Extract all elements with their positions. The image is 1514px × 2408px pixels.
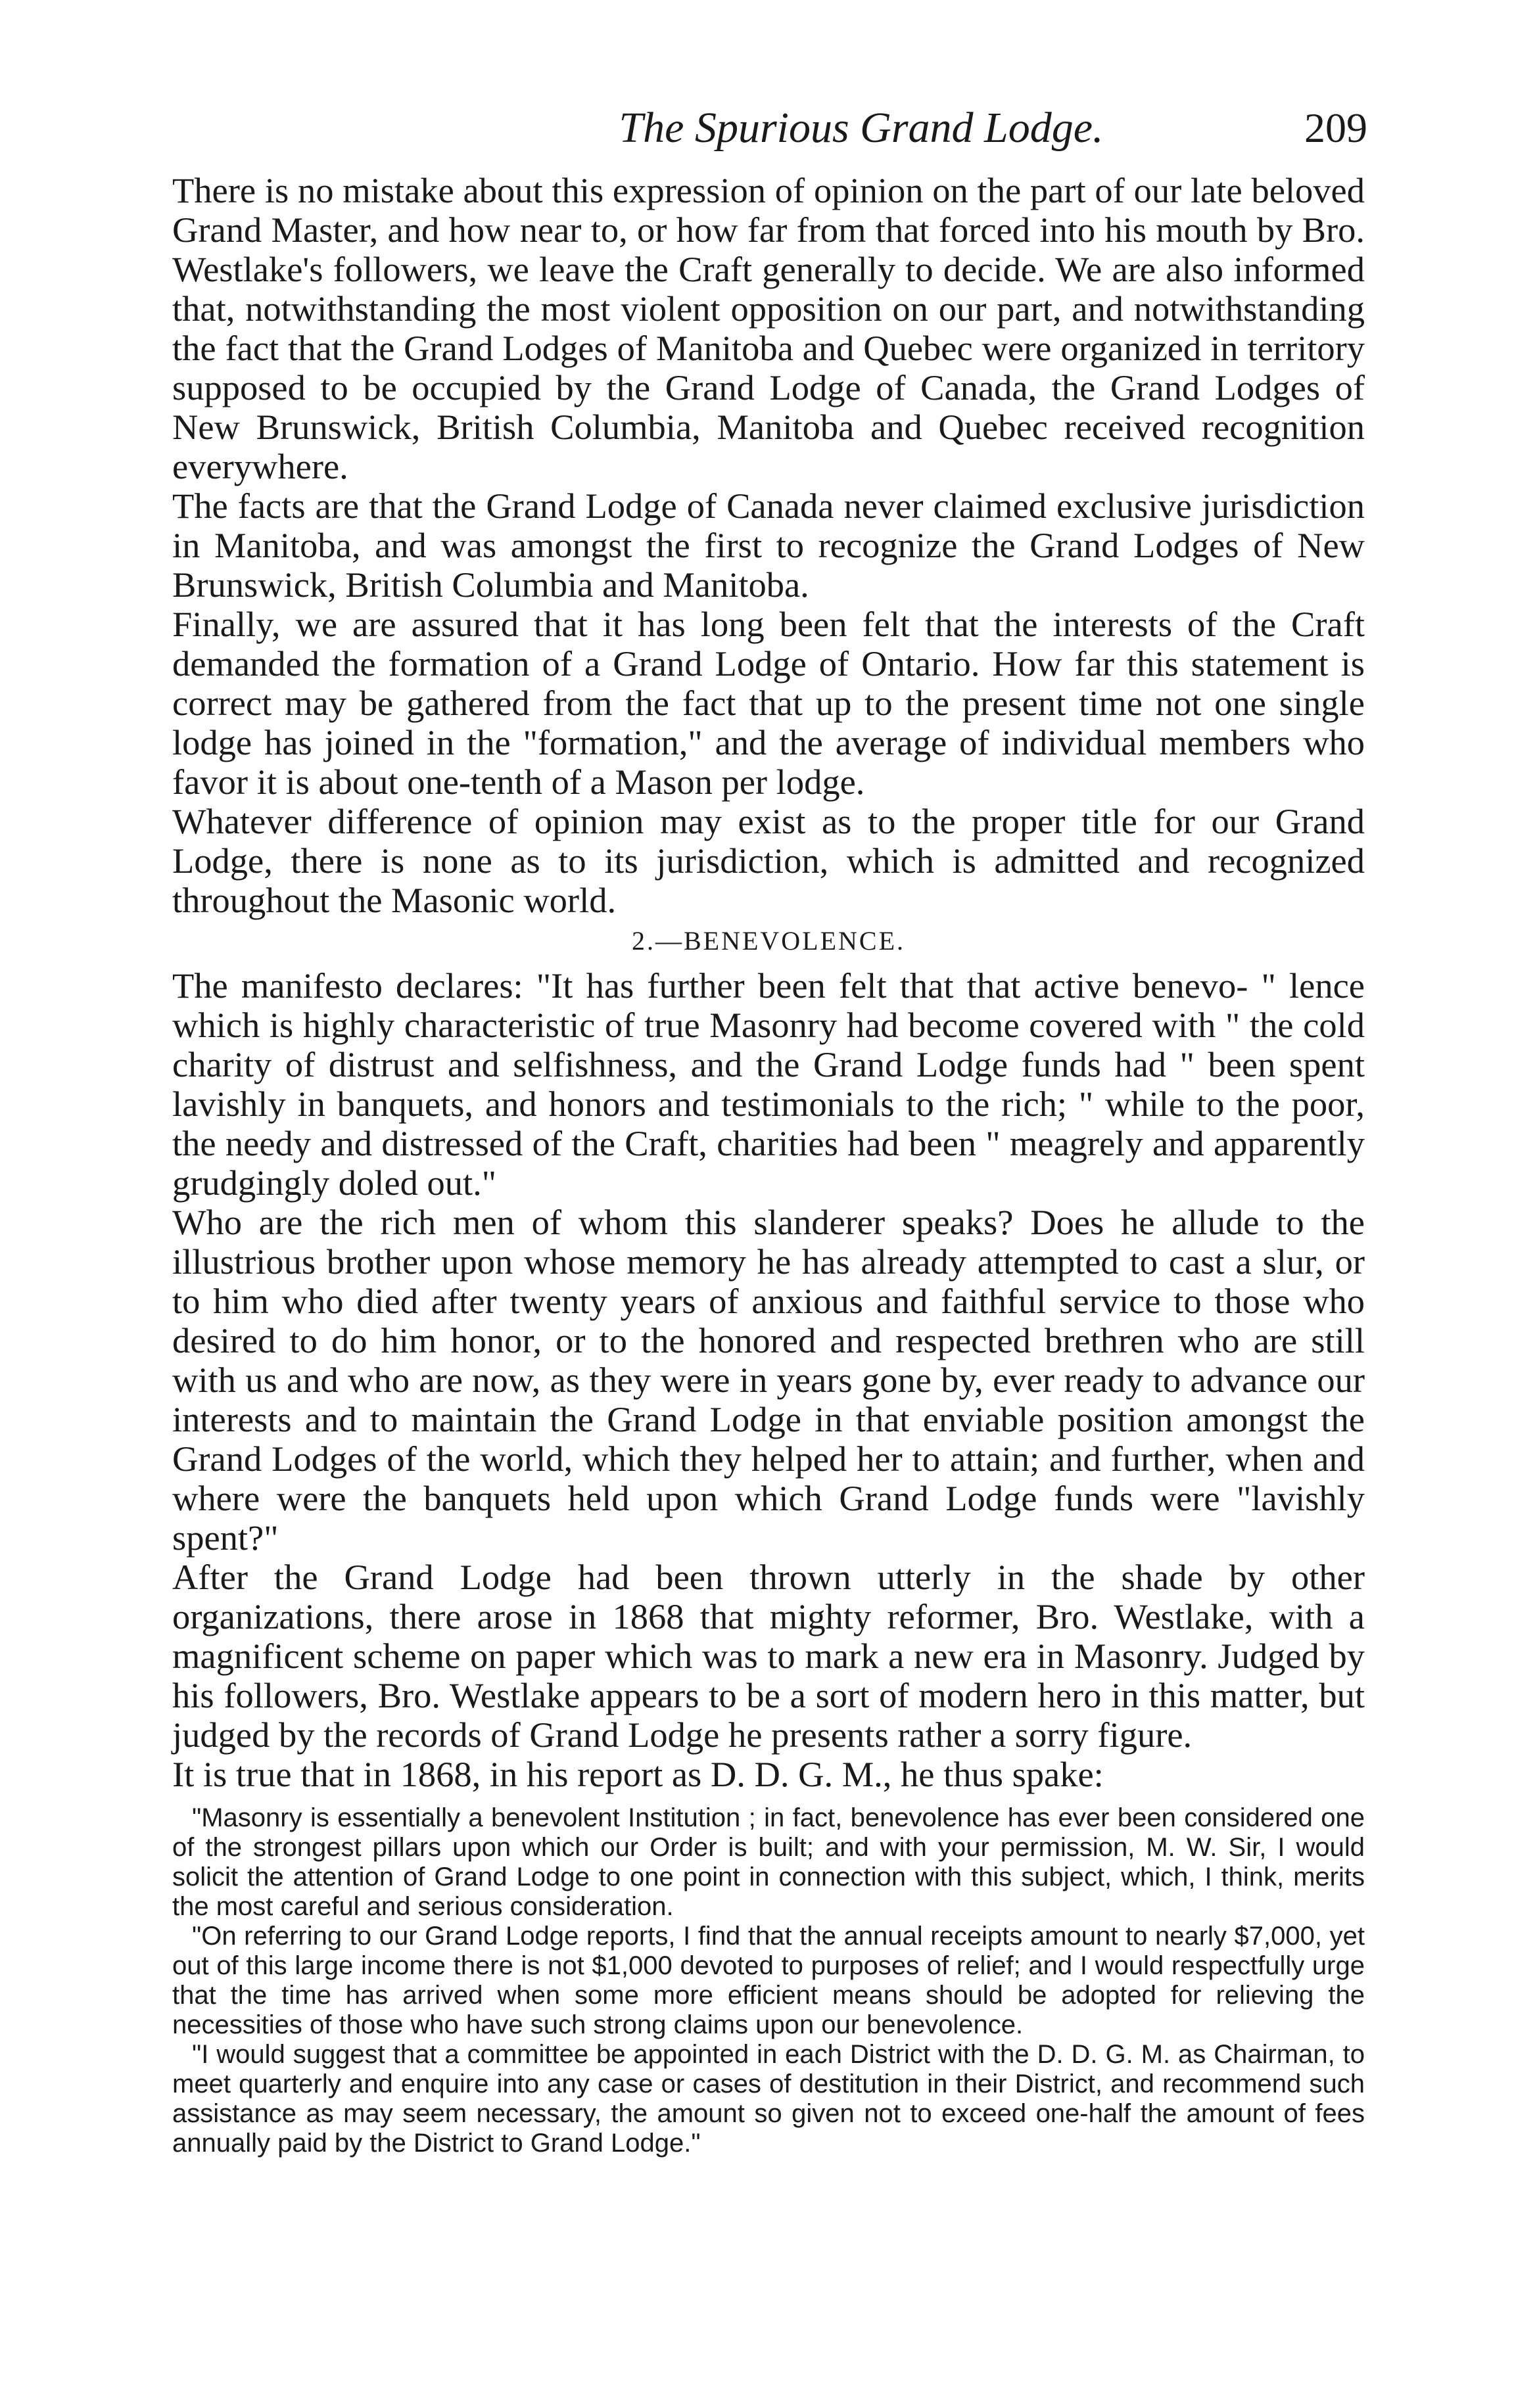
section-heading: 2.—BENEVOLENCE. (631, 926, 906, 956)
quote-paragraph: "Masonry is essentially a benevolent Institution ; in fact, benevolence has ever been considered one of the strongest pillars upon which our Order is built; and with your permission, M. W. Sir, I would solicit the attention of Grand Lodge to one point in connection with this subject, which, I think, merits the most careful and serious consideration. (172, 1803, 1365, 1921)
paragraph: There is no mistake about this expression of opinion on the part of our late beloved Grand Master, and how near to, or how far from that forced into his mouth by Bro. Westlake's followers, we leave the Craft generally to decide. We are also informed that, notwithstanding the most violent opposition on our part, and notwithstanding the fact that the Grand Lodges of Manitoba and Quebec were organized in territory supposed to be occupied by the Grand Lodge of Canada, the Grand Lodges of New Brunswick, British Columbia, Manitoba and Quebec received recognition everywhere. (172, 170, 1365, 486)
paragraph: It is true that in 1868, in his report as D. D. G. M., he thus spake: (172, 1754, 1104, 1794)
paragraph: Who are the rich men of whom this slanderer speaks? Does he allude to the illustrious brother upon whose memory he has already attempted to cast a slur, or to him who died after twenty years of anxious and faithful service to those who desired to do him honor, or to the honored and respected brethren who are still with us and who are now, as they were in years gone by, ever ready to advance our interests and to maintain the Grand Lodge in that enviable position amongst the Grand Lodges of the world, which they helped her to attain; and further, when and where were the banquets held upon which Grand Lodge funds were "lavishly spent?" (172, 1202, 1365, 1558)
page-header (171, 99, 1367, 171)
page-number: 209 (1304, 104, 1367, 151)
paragraph: After the Grand Lodge had been thrown utterly in the shade by other organizations, there arose in 1868 that mighty reformer, Bro. Westlake, with a magnificent scheme on paper which was to mark a new era in Masonry. Judged by his followers, Bro. Westlake appears to be a sort of modern hero in this matter, but judged by the records of Grand Lodge he presents rather a sorry figure. (172, 1557, 1365, 1755)
paragraph: Finally, we are assured that it has long been felt that the interests of the Craft demanded the formation of a Grand Lodge of Ontario. How far this statement is correct may be gathered from the fact that up to the present time not one single lodge has joined in the "formation," and the average of individual members who favor it is about one-tenth of a Mason per lodge. (172, 604, 1365, 802)
block-quote (172, 1803, 1365, 2158)
page-body (172, 171, 1365, 2158)
quote-paragraph: "I would suggest that a committee be appointed in each District with the D. D. G. M. as Chairman, to meet quarterly and enquire into any case or cases of destitution in their District, and recommend such assistance as may seem necessary, the amount so given not to exceed one-half the amount of fees annually paid by the District to Grand Lodge." (172, 2040, 1365, 2158)
paragraph: Whatever difference of opinion may exist as to the proper title for our Grand Lodge, there is none as to its jurisdiction, which is admitted and recognized throughout the Masonic world. (172, 801, 1365, 920)
paragraph: The manifesto declares: "It has further been felt that that active benevo- " lence which is highly characteristic of true Masonry had become covered with " the cold charity of distrust and selfishness, and the Grand Lodge funds had " been spent lavishly in banquets, and honors and testimonials to the rich; " while to the poor, the needy and distressed of the Craft, charities had been " meagrely and apparently grudgingly doled out." (172, 965, 1365, 1203)
running-title: The Spurious Grand Lodge. (619, 104, 1104, 152)
paragraph: The facts are that the Grand Lodge of Canada never claimed exclusive jurisdiction in Manitoba, and was amongst the first to recognize the Grand Lodges of New Brunswick, British Columbia and Manitoba. (172, 486, 1365, 605)
quote-paragraph: "On referring to our Grand Lodge reports, I find that the annual receipts amount to nearly $7,000, yet out of this large income there is not $1,000 devoted to purposes of relief; and I would respectfully urge that the time has arrived when some more efficient means should be adopted for relieving the necessities of those who have such strong claims upon our benevolence. (172, 1922, 1365, 2039)
